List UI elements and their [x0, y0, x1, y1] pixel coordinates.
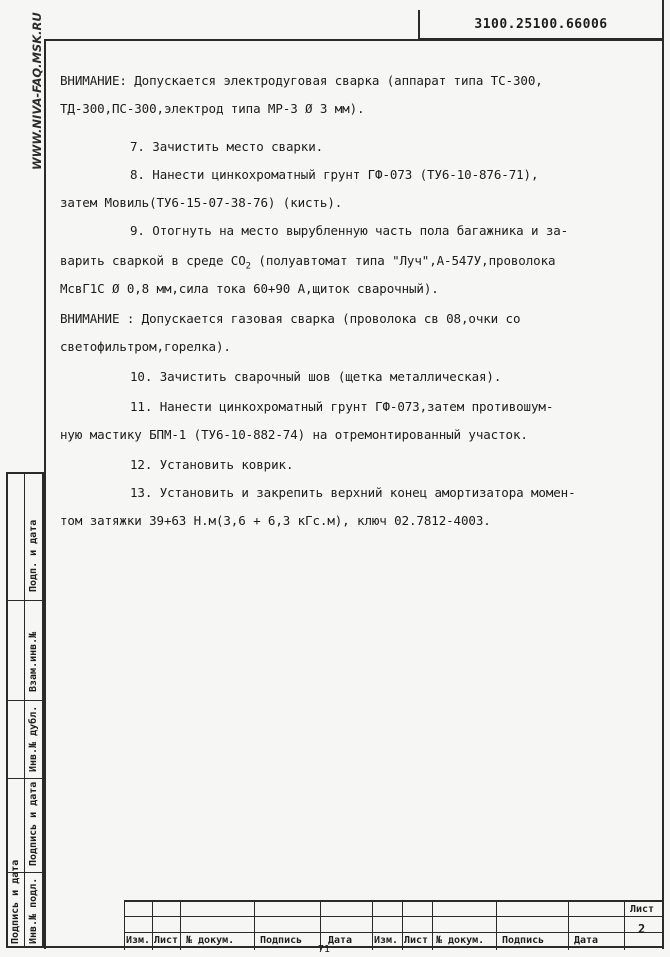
step-7: 7. Зачистить место сварки.: [130, 139, 324, 154]
document-code: 3100.25100.66006: [418, 10, 662, 40]
title-block-col-line: [372, 902, 373, 950]
side-strip-row-divider: [8, 600, 42, 601]
side-label-replace-inv: Взам.инв.№: [28, 631, 39, 692]
sheet-number: 2: [638, 922, 646, 936]
tb-label-signature: Подпись: [260, 935, 303, 946]
side-label-orig-inv: Инв.№ подл.: [28, 877, 39, 944]
side-stamp-strip: [6, 472, 44, 948]
side-strip-row-divider: [8, 778, 42, 779]
step-13-line-2: том затяжки 39+63 Н.м(3,6 + 6,3 кГс.м), ключ 02.7812-4003.: [60, 513, 491, 528]
attention-gas-line-1: ВНИМАНИЕ : Допускается газовая сварка (проволока св 08,очки со: [60, 311, 521, 326]
tb-label-doc-number: № докум.: [186, 935, 235, 946]
title-block-col-line: [152, 902, 153, 950]
site-watermark: WWW.NIVA-FAQ.MSK.RU: [30, 12, 44, 170]
title-block-col-line: [568, 902, 569, 950]
tb-label-sheet: Лист: [154, 935, 179, 946]
side-label-signature-date: Подпись и дата: [28, 781, 39, 866]
attention-note-line-2: ТД-300,ПС-300,электрод типа МР-3 Ø 3 мм).: [60, 101, 365, 116]
side-label-sign-date: Подп. и дата: [28, 519, 39, 592]
side-strip-divider: [24, 474, 25, 946]
step-13-line-1: 13. Установить и закрепить верхний конец амортизатора момен-: [130, 485, 576, 500]
step-8-line-2: затем Мовиль(ТУ6-15-07-38-76) (кисть).: [60, 195, 343, 210]
tb-label-change-2: Изм.: [374, 935, 399, 946]
tb-label-change: Изм.: [126, 935, 151, 946]
title-block-col-line: [432, 902, 433, 950]
title-block-col-line: [320, 902, 321, 950]
step-9-line-2-part-b: (полуавтомат типа "Луч",А-547У,проволока: [250, 253, 556, 268]
side-strip-row-divider: [8, 700, 42, 701]
tb-label-doc-number-2: № докум.: [436, 935, 485, 946]
title-block: [124, 900, 664, 948]
attention-gas-line-2: светофильтром,горелка).: [60, 339, 231, 354]
title-block-col-line: [496, 902, 497, 950]
side-label-dup-inv: Инв.№ дубл.: [28, 705, 39, 772]
title-block-col-line: [402, 902, 403, 950]
step-9-line-3: МсвГ1С Ø 0,8 мм,сила тока 60+90 А,щиток сварочный).: [60, 281, 439, 296]
step-9-line-1: 9. Отогнуть на место вырубленную часть пола багажника и за-: [130, 223, 569, 238]
title-block-row-line: [124, 916, 664, 917]
frame-right-border: [662, 0, 664, 949]
title-block-row-line: [124, 932, 664, 933]
tb-label-date: Дата: [328, 935, 353, 946]
tb-sheet-label: Лист: [630, 904, 655, 915]
title-block-col-line: [180, 902, 181, 950]
title-block-col-line: [254, 902, 255, 950]
step-8-line-1: 8. Нанести цинкохроматный грунт ГФ-073 (ТУ6-10-876-71),: [130, 167, 539, 182]
tb-label-date-2: Дата: [574, 935, 599, 946]
step-12: 12. Установить коврик.: [130, 457, 294, 472]
step-11-line-1: 11. Нанести цинкохроматный грунт ГФ-073,затем противошум-: [130, 399, 554, 414]
attention-note-line-1: ВНИМАНИЕ: Допускается электродуговая сварка (аппарат типа ТС-300,: [60, 73, 543, 88]
tb-label-sheet-2: Лист: [404, 935, 429, 946]
step-9-line-2-part-a: варить сваркой в среде СО: [60, 253, 246, 268]
step-10: 10. Зачистить сварочный шов (щетка металлическая).: [130, 369, 502, 384]
title-block-col-line: [624, 902, 625, 950]
page-number: 71: [318, 944, 331, 955]
side-label-col2: Подпись и дата: [10, 859, 21, 944]
tb-label-signature-2: Подпись: [502, 935, 545, 946]
co2-subscript: 2: [245, 261, 251, 272]
step-11-line-2: ную мастику БПМ-1 (ТУ6-10-882-74) на отремонтированный участок.: [60, 427, 528, 442]
step-9-line-2: [60, 252, 555, 276]
frame-left-border: [44, 39, 46, 949]
title-block-col-line: [124, 902, 125, 950]
